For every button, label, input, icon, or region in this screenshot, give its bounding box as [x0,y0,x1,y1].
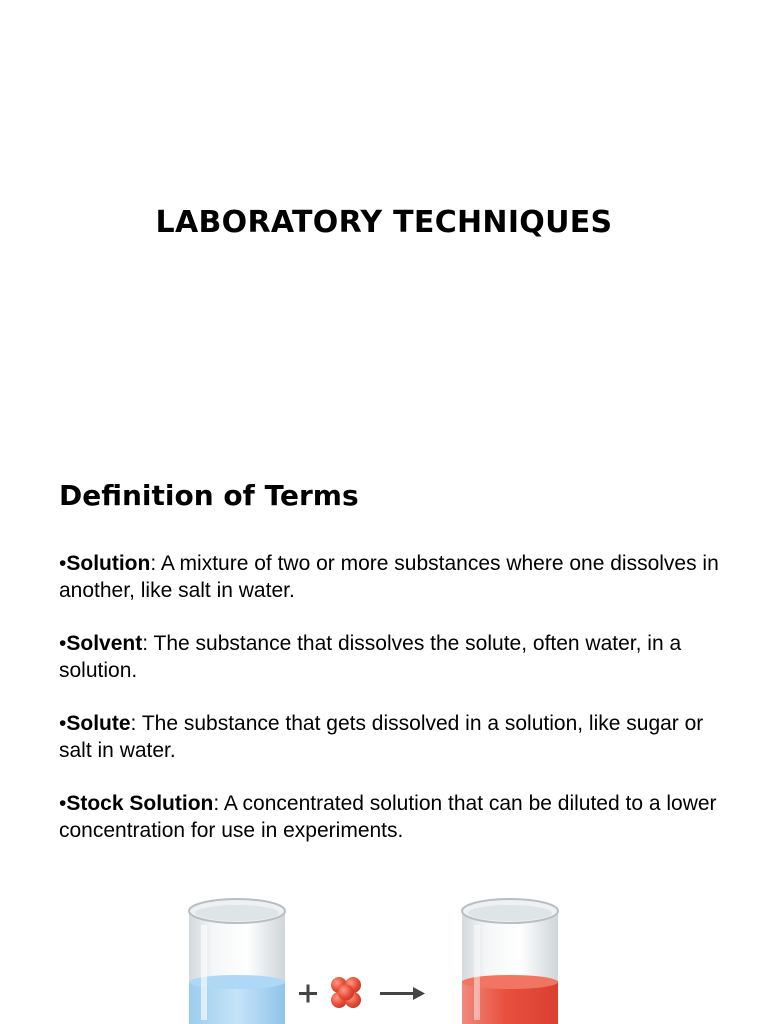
section-heading: Definition of Terms [59,479,359,512]
definition-term: Solution [66,552,151,575]
beaker-icon [462,899,558,1024]
arrow-right-icon [380,987,425,1000]
page-title: LABORATORY TECHNIQUES [155,205,613,240]
definition-item-solution [59,550,724,604]
solute-crystal-icon [331,977,361,1008]
definition-list [59,550,724,870]
bullet: • [59,552,67,575]
bullet: • [59,632,67,655]
plus-icon [299,985,317,1003]
definition-item-solvent [59,630,724,684]
beaker-icon [189,899,285,1024]
definition-term: Solute [66,712,131,735]
definition-term: Solvent [66,632,143,655]
definition-text: : A mixture of two or more substances where one dissolves in another, like salt in water. [59,552,719,602]
definition-text: : A concentrated solution that can be diluted to a lower concentration for use in experiments. [59,792,717,842]
definition-text: : The substance that gets dissolved in a solution, like sugar or salt in water. [59,712,704,762]
definition-item-stock-solution [59,790,724,844]
bullet: • [59,792,67,815]
bullet: • [59,712,67,735]
definition-item-solute [59,710,724,764]
definition-term: Stock Solution [66,792,214,815]
dissolving-illustration [180,870,580,1024]
definition-text: : The substance that dissolves the solute, often water, in a solution. [59,632,682,682]
